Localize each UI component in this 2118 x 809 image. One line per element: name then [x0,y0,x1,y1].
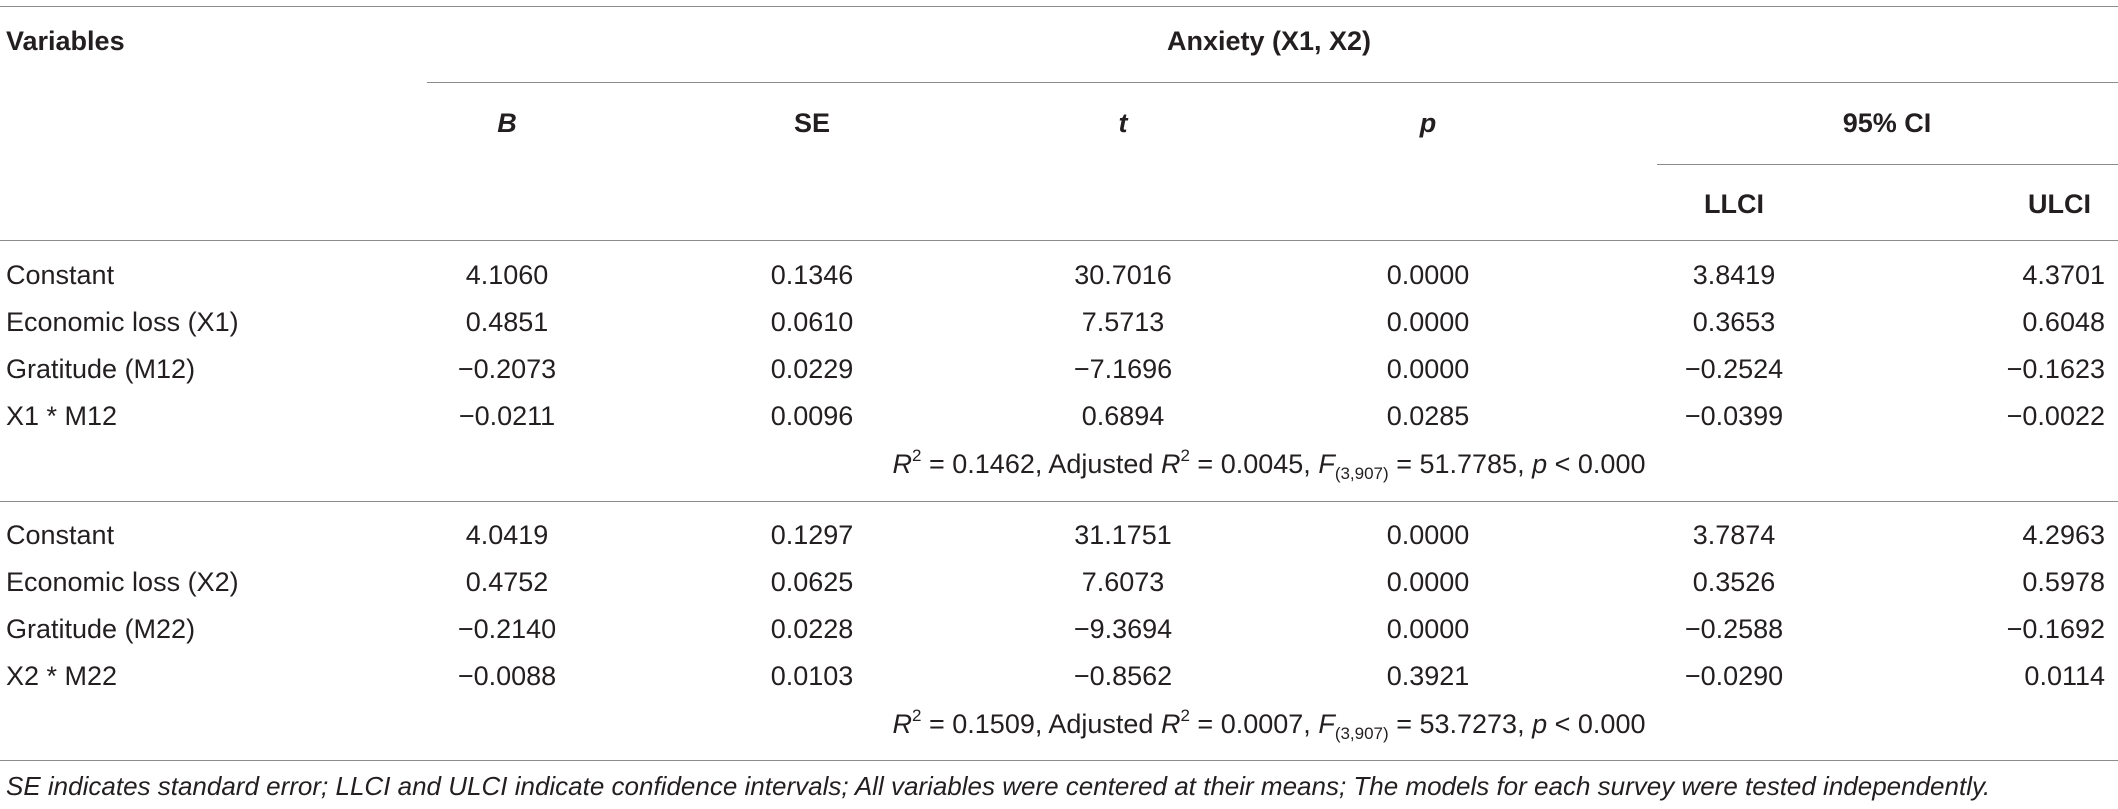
cell-se: 0.0625 [770,567,854,597]
cell-t: 7.6073 [1081,567,1165,597]
header-p: p [1419,108,1437,138]
row-label: Gratitude (M22) [6,614,196,644]
cell-t: 30.7016 [1074,260,1172,290]
row-label: Economic loss (X1) [6,307,239,337]
header-b: B [497,108,517,138]
cell-se: 0.0228 [770,614,854,644]
cell-b: −0.2140 [457,614,557,644]
model-separator-rule [0,501,2118,502]
row-label: Gratitude (M12) [6,354,196,384]
cell-llci: −0.2524 [1684,354,1784,384]
cell-llci: −0.0290 [1684,661,1784,691]
model1-f: 51.7785 [1419,449,1518,479]
cell-ulci: −0.0022 [2006,401,2105,431]
cell-ulci: 4.3701 [2022,260,2105,290]
cell-llci: −0.0399 [1684,401,1784,431]
cell-t: −9.3694 [1073,614,1173,644]
header-variables: Variables [6,26,125,56]
cell-p: 0.0285 [1386,401,1470,431]
cell-p: 0.0000 [1386,354,1470,384]
header-llci: LLCI [1704,189,1764,219]
cell-p: 0.0000 [1386,614,1470,644]
row-label: Constant [6,520,115,550]
cell-ulci: −0.1623 [2006,354,2105,384]
cell-se: 0.1297 [770,520,854,550]
cell-ulci: 0.5978 [2022,567,2105,597]
header-bottom-rule [0,240,2118,241]
cell-t: −7.1696 [1073,354,1173,384]
row-label: X2 * M22 [6,661,118,691]
model2-df: (3,907) [1334,724,1389,743]
group-header-rule [427,82,2118,83]
model1-p: < 0.000 [1554,449,1646,479]
cell-b: −0.0088 [457,661,557,691]
header-t: t [1118,108,1128,138]
cell-p: 0.0000 [1386,520,1470,550]
cell-llci: 0.3653 [1692,307,1776,337]
model1-adj-r2: 0.0045 [1220,449,1304,479]
cell-se: 0.0103 [770,661,854,691]
cell-b: 0.4851 [465,307,549,337]
cell-p: 0.3921 [1386,661,1470,691]
row-label: Economic loss (X2) [6,567,239,597]
cell-llci: 3.7874 [1692,520,1776,550]
header-group-anxiety: Anxiety (X1, X2) [1166,26,1372,56]
table-footnote: SE indicates standard error; LLCI and ULCI indicate confidence intervals; All variables were centered at their means; The models for each survey were tested independently. [6,771,1991,801]
cell-t: 31.1751 [1074,520,1172,550]
cell-llci: −0.2588 [1684,614,1784,644]
cell-b: −0.0211 [458,401,556,431]
row-label: X1 * M12 [6,401,118,431]
cell-se: 0.0229 [770,354,854,384]
cell-llci: 0.3526 [1692,567,1776,597]
cell-se: 0.1346 [770,260,854,290]
header-se: SE [793,108,831,138]
cell-ulci: −0.1692 [2006,614,2105,644]
cell-llci: 3.8419 [1692,260,1776,290]
cell-p: 0.0000 [1386,567,1470,597]
cell-p: 0.0000 [1386,260,1470,290]
cell-b: 0.4752 [465,567,549,597]
table-bottom-rule [0,760,2118,761]
header-95ci: 95% CI [1842,108,1932,138]
cell-ulci: 0.6048 [2022,307,2105,337]
cell-t: −0.8562 [1073,661,1173,691]
cell-t: 0.6894 [1081,401,1165,431]
cell-se: 0.0096 [770,401,854,431]
cell-se: 0.0610 [770,307,854,337]
cell-p: 0.0000 [1386,307,1470,337]
model2-fit-statistics: $R^2 = 0.1509$, Adjusted $R^2 = 0.0007$, $F_{(3,907)} = 53.7273$, p < 0.000 [892,706,1646,743]
table-top-rule [0,6,2118,7]
model1-r2: 0.1462 [952,449,1035,479]
model1-df: (3,907) [1334,464,1389,483]
header-ulci: ULCI [2028,189,2091,219]
cell-b: −0.2073 [457,354,557,384]
model1-fit-statistics: $R^2 = 0.1462$, Adjusted $R^2 = 0.0045$, $F_{(3,907)} = 51.7785$, p < 0.000 [892,446,1646,483]
cell-b: 4.0419 [465,520,549,550]
cell-ulci: 0.0114 [2024,661,2105,691]
cell-t: 7.5713 [1081,307,1165,337]
model2-p: < 0.000 [1554,709,1646,739]
model2-r2: 0.1509 [952,709,1035,739]
ci-header-rule [1657,164,2118,165]
model2-f: 53.7273 [1419,709,1518,739]
cell-ulci: 4.2963 [2022,520,2105,550]
row-label: Constant [6,260,115,290]
cell-b: 4.1060 [465,260,549,290]
model2-adj-r2: 0.0007 [1220,709,1304,739]
